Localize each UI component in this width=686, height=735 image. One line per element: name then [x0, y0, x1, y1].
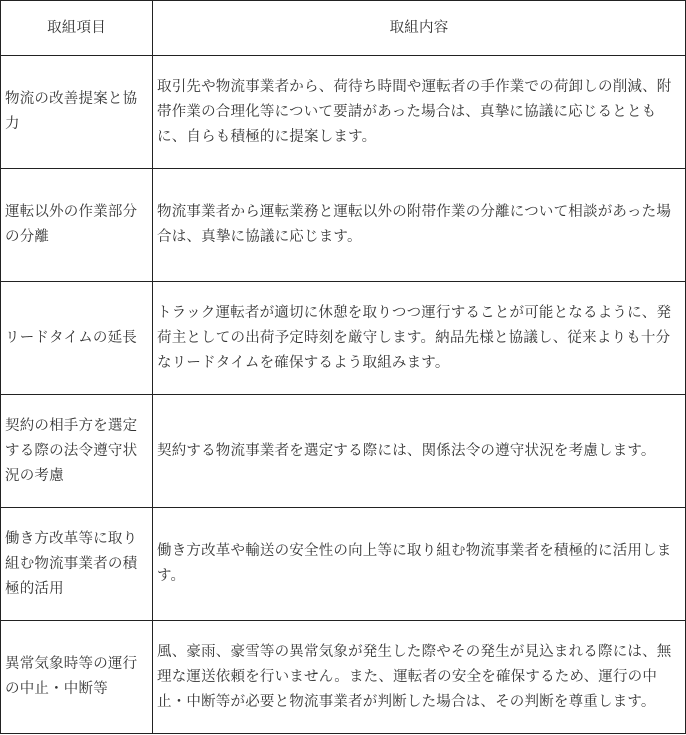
table-row — [1, 282, 686, 395]
row-item: 契約の相手方を選定する際の法令遵守状況の考慮 — [1, 395, 153, 508]
row-item: 物流の改善提案と協力 — [1, 56, 153, 169]
table-row — [1, 508, 686, 621]
header-content: 取組内容 — [153, 1, 686, 56]
table-row — [1, 56, 686, 169]
row-item: リードタイムの延長 — [1, 282, 153, 395]
row-content: 風、豪雨、豪雪等の異常気象が発生した際やその発生が見込まれる際には、無理な運送依頼を行いません。また、運転者の安全を確保するため、運行の中止・中断等が必要と物流事業者が判断した場合は、その判断を尊重します。 — [153, 621, 686, 734]
row-content: 契約する物流事業者を選定する際には、関係法令の遵守状況を考慮します。 — [153, 395, 686, 508]
row-content: 取引先や物流事業者から、荷待ち時間や運転者の手作業での荷卸しの削減、附帯作業の合理化等について要請があった場合は、真摯に協議に応じるとともに、自らも積極的に提案します。 — [153, 56, 686, 169]
table-row — [1, 395, 686, 508]
row-item: 異常気象時等の運行の中止・中断等 — [1, 621, 153, 734]
row-content: トラック運転者が適切に休憩を取りつつ運行することが可能となるように、発荷主としての出荷予定時刻を厳守します。納品先様と協議し、従来よりも十分なリードタイムを確保するよう取組みます。 — [153, 282, 686, 395]
table-row — [1, 621, 686, 734]
row-item: 働き方改革等に取り組む物流事業者の積極的活用 — [1, 508, 153, 621]
table-header-row — [1, 1, 686, 56]
header-item: 取組項目 — [1, 1, 153, 56]
row-content: 物流事業者から運転業務と運転以外の附帯作業の分離について相談があった場合は、真摯に協議に応じます。 — [153, 169, 686, 282]
row-content: 働き方改革や輸送の安全性の向上等に取り組む物流事業者を積極的に活用します。 — [153, 508, 686, 621]
table-row — [1, 169, 686, 282]
row-item: 運転以外の作業部分の分離 — [1, 169, 153, 282]
